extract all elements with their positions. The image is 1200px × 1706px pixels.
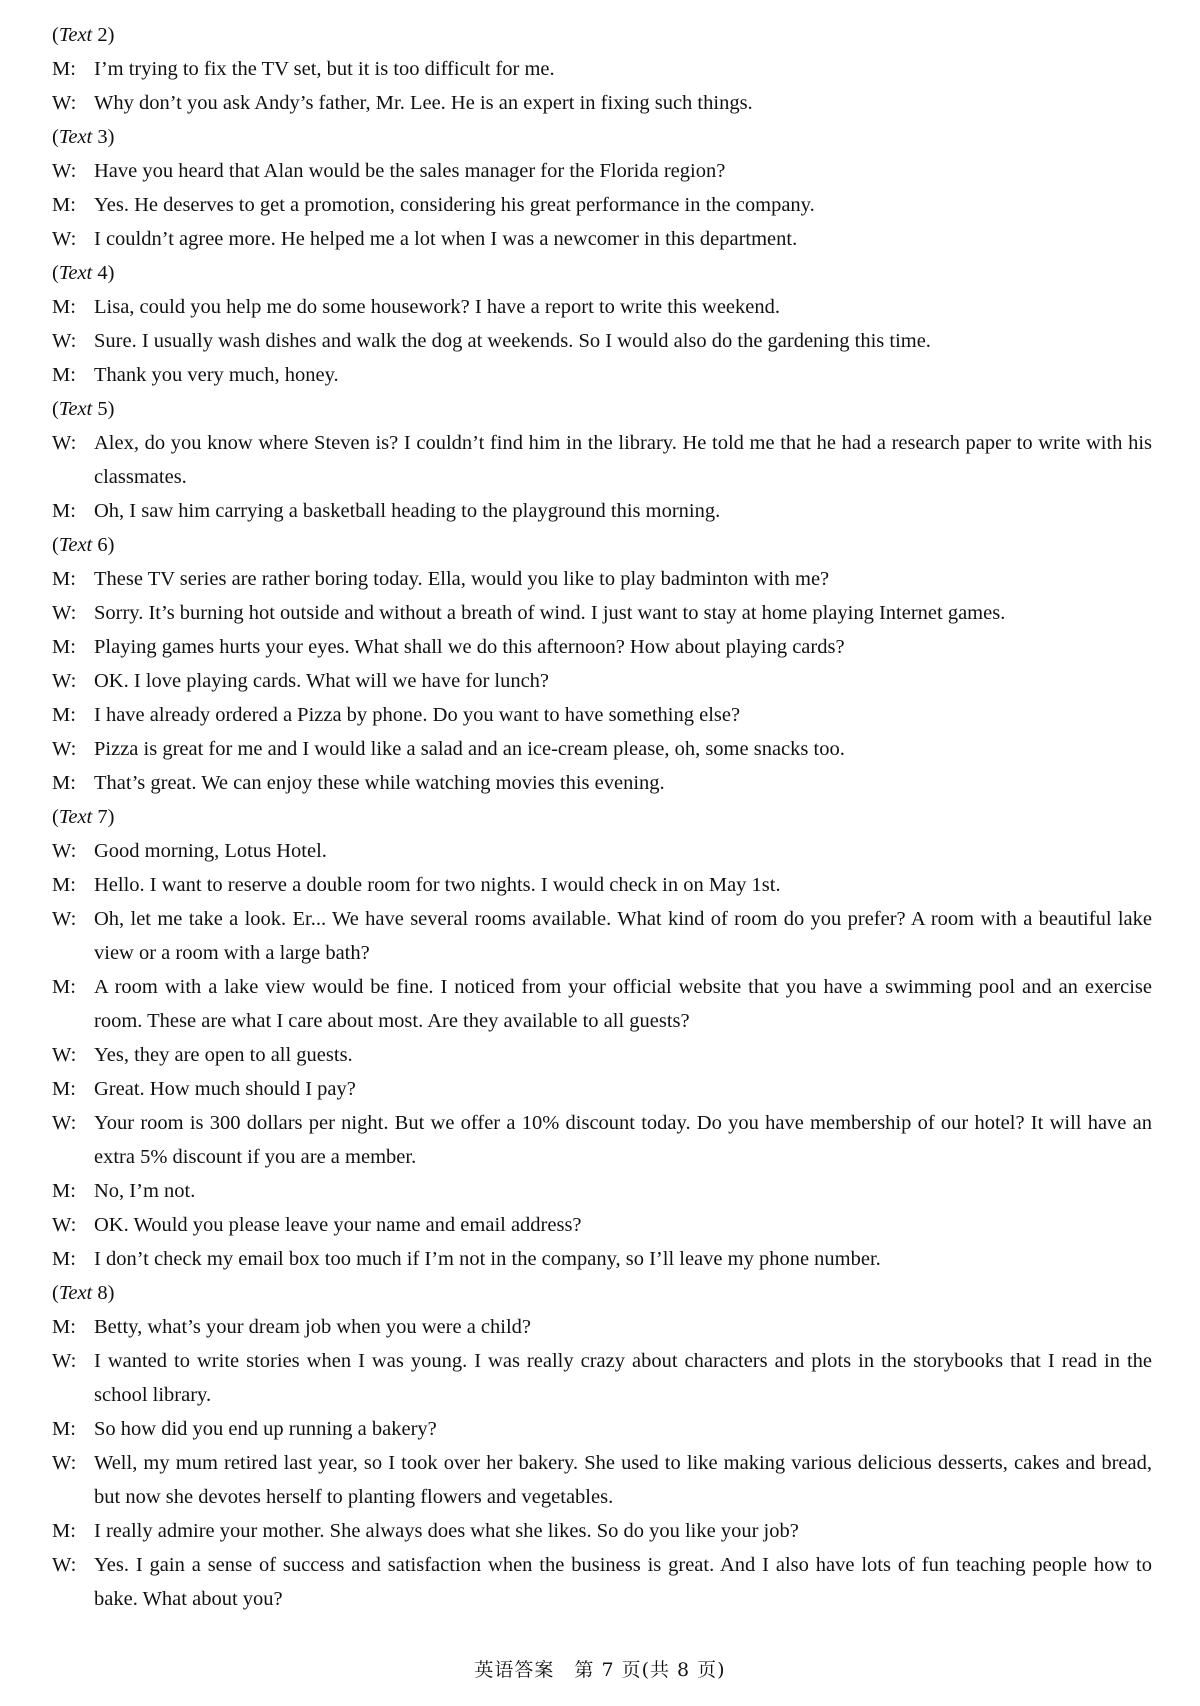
heading-number: 8 <box>97 1282 108 1304</box>
dialogue-turn <box>52 1412 1152 1446</box>
dialogue-turn <box>52 596 1152 630</box>
utterance-text: Oh, I saw him carrying a basketball heading to the playground this morning. <box>94 500 721 522</box>
speaker-label: M: <box>52 568 76 590</box>
section-heading <box>52 800 1152 834</box>
speaker-label: M: <box>52 772 76 794</box>
utterance-text: I have already ordered a Pizza by phone. Do you want to have something else? <box>94 704 741 726</box>
heading-paren-open: ( <box>52 806 59 828</box>
heading-paren-open: ( <box>52 534 59 556</box>
heading-number: 4 <box>97 262 108 284</box>
speaker-label: W: <box>52 160 77 182</box>
heading-paren-open: ( <box>52 262 59 284</box>
utterance-text: OK. I love playing cards. What will we have for lunch? <box>94 670 550 692</box>
dialogue-turn <box>52 426 1152 494</box>
utterance-text: Betty, what’s your dream job when you were a child? <box>94 1316 532 1338</box>
speaker-label: W: <box>52 840 77 862</box>
speaker-label: M: <box>52 1248 76 1270</box>
dialogue-turn <box>52 732 1152 766</box>
utterance-text: Alex, do you know where Steven is? I couldn’t find him in the library. He told me that he had a research paper to write with his classmates. <box>94 432 1152 488</box>
section-heading <box>52 1276 1152 1310</box>
dialogue-turn <box>52 1038 1152 1072</box>
speaker-label: M: <box>52 1180 76 1202</box>
speaker-label: W: <box>52 330 77 352</box>
dialogue-turn <box>52 1548 1152 1616</box>
speaker-label: M: <box>52 976 76 998</box>
utterance-text: OK. Would you please leave your name and email address? <box>94 1214 582 1236</box>
heading-paren-close: ) <box>107 24 115 46</box>
speaker-label: M: <box>52 58 76 80</box>
heading-number: 7 <box>97 806 108 828</box>
dialogue-turn <box>52 1106 1152 1174</box>
utterance-text: Sure. I usually wash dishes and walk the dog at weekends. So I would also do the gardening this time. <box>94 330 931 352</box>
speaker-label: M: <box>52 194 76 216</box>
speaker-label: M: <box>52 1520 76 1542</box>
utterance-text: Oh, let me take a look. Er... We have several rooms available. What kind of room do you prefer? A room with a beautiful lake view or a room with a large bath? <box>94 908 1152 964</box>
dialogue-turn <box>52 358 1152 392</box>
utterance-text: Well, my mum retired last year, so I took over her bakery. She used to like making various delicious desserts, cakes and bread, but now she devotes herself to planting flowers and vegetables. <box>94 1452 1152 1508</box>
heading-number: 6 <box>97 534 108 556</box>
heading-paren-close: ) <box>107 262 115 284</box>
speaker-label: W: <box>52 432 77 454</box>
utterance-text: Good morning, Lotus Hotel. <box>94 840 327 862</box>
dialogue-turn <box>52 664 1152 698</box>
dialogue-turn <box>52 324 1152 358</box>
transcript-body <box>52 18 1152 1616</box>
heading-paren-open: ( <box>52 1282 59 1304</box>
speaker-label: M: <box>52 1078 76 1100</box>
utterance-text: I don’t check my email box too much if I’m not in the company, so I’ll leave my phone number. <box>94 1248 881 1270</box>
page-footer: 英语答案 第 7 页(共 8 页) <box>474 1659 726 1681</box>
dialogue-turn <box>52 1242 1152 1276</box>
heading-label: Text <box>58 806 93 828</box>
heading-paren-open: ( <box>52 24 59 46</box>
heading-label: Text <box>58 534 93 556</box>
heading-paren-close: ) <box>107 398 115 420</box>
dialogue-turn <box>52 494 1152 528</box>
speaker-label: W: <box>52 670 77 692</box>
section-heading <box>52 392 1152 426</box>
dialogue-turn <box>52 1310 1152 1344</box>
utterance-text: Yes. I gain a sense of success and satisfaction when the business is great. And I also have lots of fun teaching people how to bake. What about you? <box>94 1554 1152 1610</box>
speaker-label: W: <box>52 1214 77 1236</box>
heading-paren-close: ) <box>107 534 115 556</box>
heading-label: Text <box>58 24 93 46</box>
speaker-label: W: <box>52 1112 77 1134</box>
speaker-label: M: <box>52 1316 76 1338</box>
utterance-text: These TV series are rather boring today. Ella, would you like to play badminton with me? <box>94 568 830 590</box>
dialogue-turn <box>52 1072 1152 1106</box>
heading-paren-open: ( <box>52 398 59 420</box>
transcript-page <box>52 18 1152 1616</box>
utterance-text: I couldn’t agree more. He helped me a lot when I was a newcomer in this department. <box>94 228 798 250</box>
speaker-label: M: <box>52 1418 76 1440</box>
utterance-text: Thank you very much, honey. <box>94 364 339 386</box>
speaker-label: W: <box>52 1044 77 1066</box>
utterance-text: I wanted to write stories when I was young. I was really crazy about characters and plots in the storybooks that I read in the school library. <box>94 1350 1152 1406</box>
dialogue-turn <box>52 222 1152 256</box>
utterance-text: No, I’m not. <box>94 1180 196 1202</box>
heading-number: 5 <box>97 398 108 420</box>
heading-paren-open: ( <box>52 126 59 148</box>
dialogue-turn <box>52 1208 1152 1242</box>
speaker-label: W: <box>52 602 77 624</box>
utterance-text: Great. How much should I pay? <box>94 1078 356 1100</box>
dialogue-turn <box>52 86 1152 120</box>
utterance-text: I’m trying to fix the TV set, but it is too difficult for me. <box>94 58 555 80</box>
utterance-text: Why don’t you ask Andy’s father, Mr. Lee. He is an expert in fixing such things. <box>94 92 753 114</box>
speaker-label: W: <box>52 1452 77 1474</box>
speaker-label: M: <box>52 364 76 386</box>
speaker-label: W: <box>52 738 77 760</box>
utterance-text: That’s great. We can enjoy these while watching movies this evening. <box>94 772 665 794</box>
dialogue-turn <box>52 1174 1152 1208</box>
dialogue-turn <box>52 766 1152 800</box>
speaker-label: M: <box>52 636 76 658</box>
heading-paren-close: ) <box>107 1282 115 1304</box>
speaker-label: W: <box>52 908 77 930</box>
utterance-text: Sorry. It’s burning hot outside and without a breath of wind. I just want to stay at home playing Internet games. <box>94 602 1006 624</box>
dialogue-turn <box>52 698 1152 732</box>
heading-number: 3 <box>97 126 108 148</box>
dialogue-turn <box>52 154 1152 188</box>
heading-label: Text <box>58 398 93 420</box>
utterance-text: So how did you end up running a bakery? <box>94 1418 437 1440</box>
utterance-text: A room with a lake view would be fine. I noticed from your official website that you have a swimming pool and an exercise room. These are what I care about most. Are they available to all guests? <box>94 976 1152 1032</box>
utterance-text: Your room is 300 dollars per night. But we offer a 10% discount today. Do you have membership of our hotel? It will have an extra 5% discount if you are a member. <box>94 1112 1152 1168</box>
dialogue-turn <box>52 1344 1152 1412</box>
dialogue-turn <box>52 1514 1152 1548</box>
speaker-label: M: <box>52 500 76 522</box>
utterance-text: Playing games hurts your eyes. What shall we do this afternoon? How about playing cards? <box>94 636 845 658</box>
utterance-text: Lisa, could you help me do some housework? I have a report to write this weekend. <box>94 296 780 318</box>
utterance-text: Pizza is great for me and I would like a salad and an ice-cream please, oh, some snacks too. <box>94 738 845 760</box>
dialogue-turn <box>52 290 1152 324</box>
utterance-text: Have you heard that Alan would be the sales manager for the Florida region? <box>94 160 726 182</box>
utterance-text: Hello. I want to reserve a double room for two nights. I would check in on May 1st. <box>94 874 781 896</box>
speaker-label: W: <box>52 92 77 114</box>
speaker-label: W: <box>52 1554 77 1576</box>
heading-label: Text <box>58 126 93 148</box>
speaker-label: W: <box>52 1350 77 1372</box>
speaker-label: M: <box>52 874 76 896</box>
dialogue-turn <box>52 52 1152 86</box>
speaker-label: M: <box>52 296 76 318</box>
utterance-text: Yes, they are open to all guests. <box>94 1044 353 1066</box>
heading-label: Text <box>58 262 93 284</box>
dialogue-turn <box>52 1446 1152 1514</box>
dialogue-turn <box>52 188 1152 222</box>
dialogue-turn <box>52 630 1152 664</box>
heading-number: 2 <box>97 24 108 46</box>
utterance-text: Yes. He deserves to get a promotion, considering his great performance in the company. <box>94 194 815 216</box>
dialogue-turn <box>52 902 1152 970</box>
speaker-label: M: <box>52 704 76 726</box>
dialogue-turn <box>52 834 1152 868</box>
utterance-text: I really admire your mother. She always does what she likes. So do you like your job? <box>94 1520 799 1542</box>
heading-label: Text <box>58 1282 93 1304</box>
speaker-label: W: <box>52 228 77 250</box>
section-heading <box>52 256 1152 290</box>
dialogue-turn <box>52 562 1152 596</box>
dialogue-turn <box>52 868 1152 902</box>
section-heading <box>52 528 1152 562</box>
dialogue-turn <box>52 970 1152 1038</box>
section-heading <box>52 120 1152 154</box>
heading-paren-close: ) <box>107 126 115 148</box>
section-heading <box>52 18 1152 52</box>
heading-paren-close: ) <box>107 806 115 828</box>
